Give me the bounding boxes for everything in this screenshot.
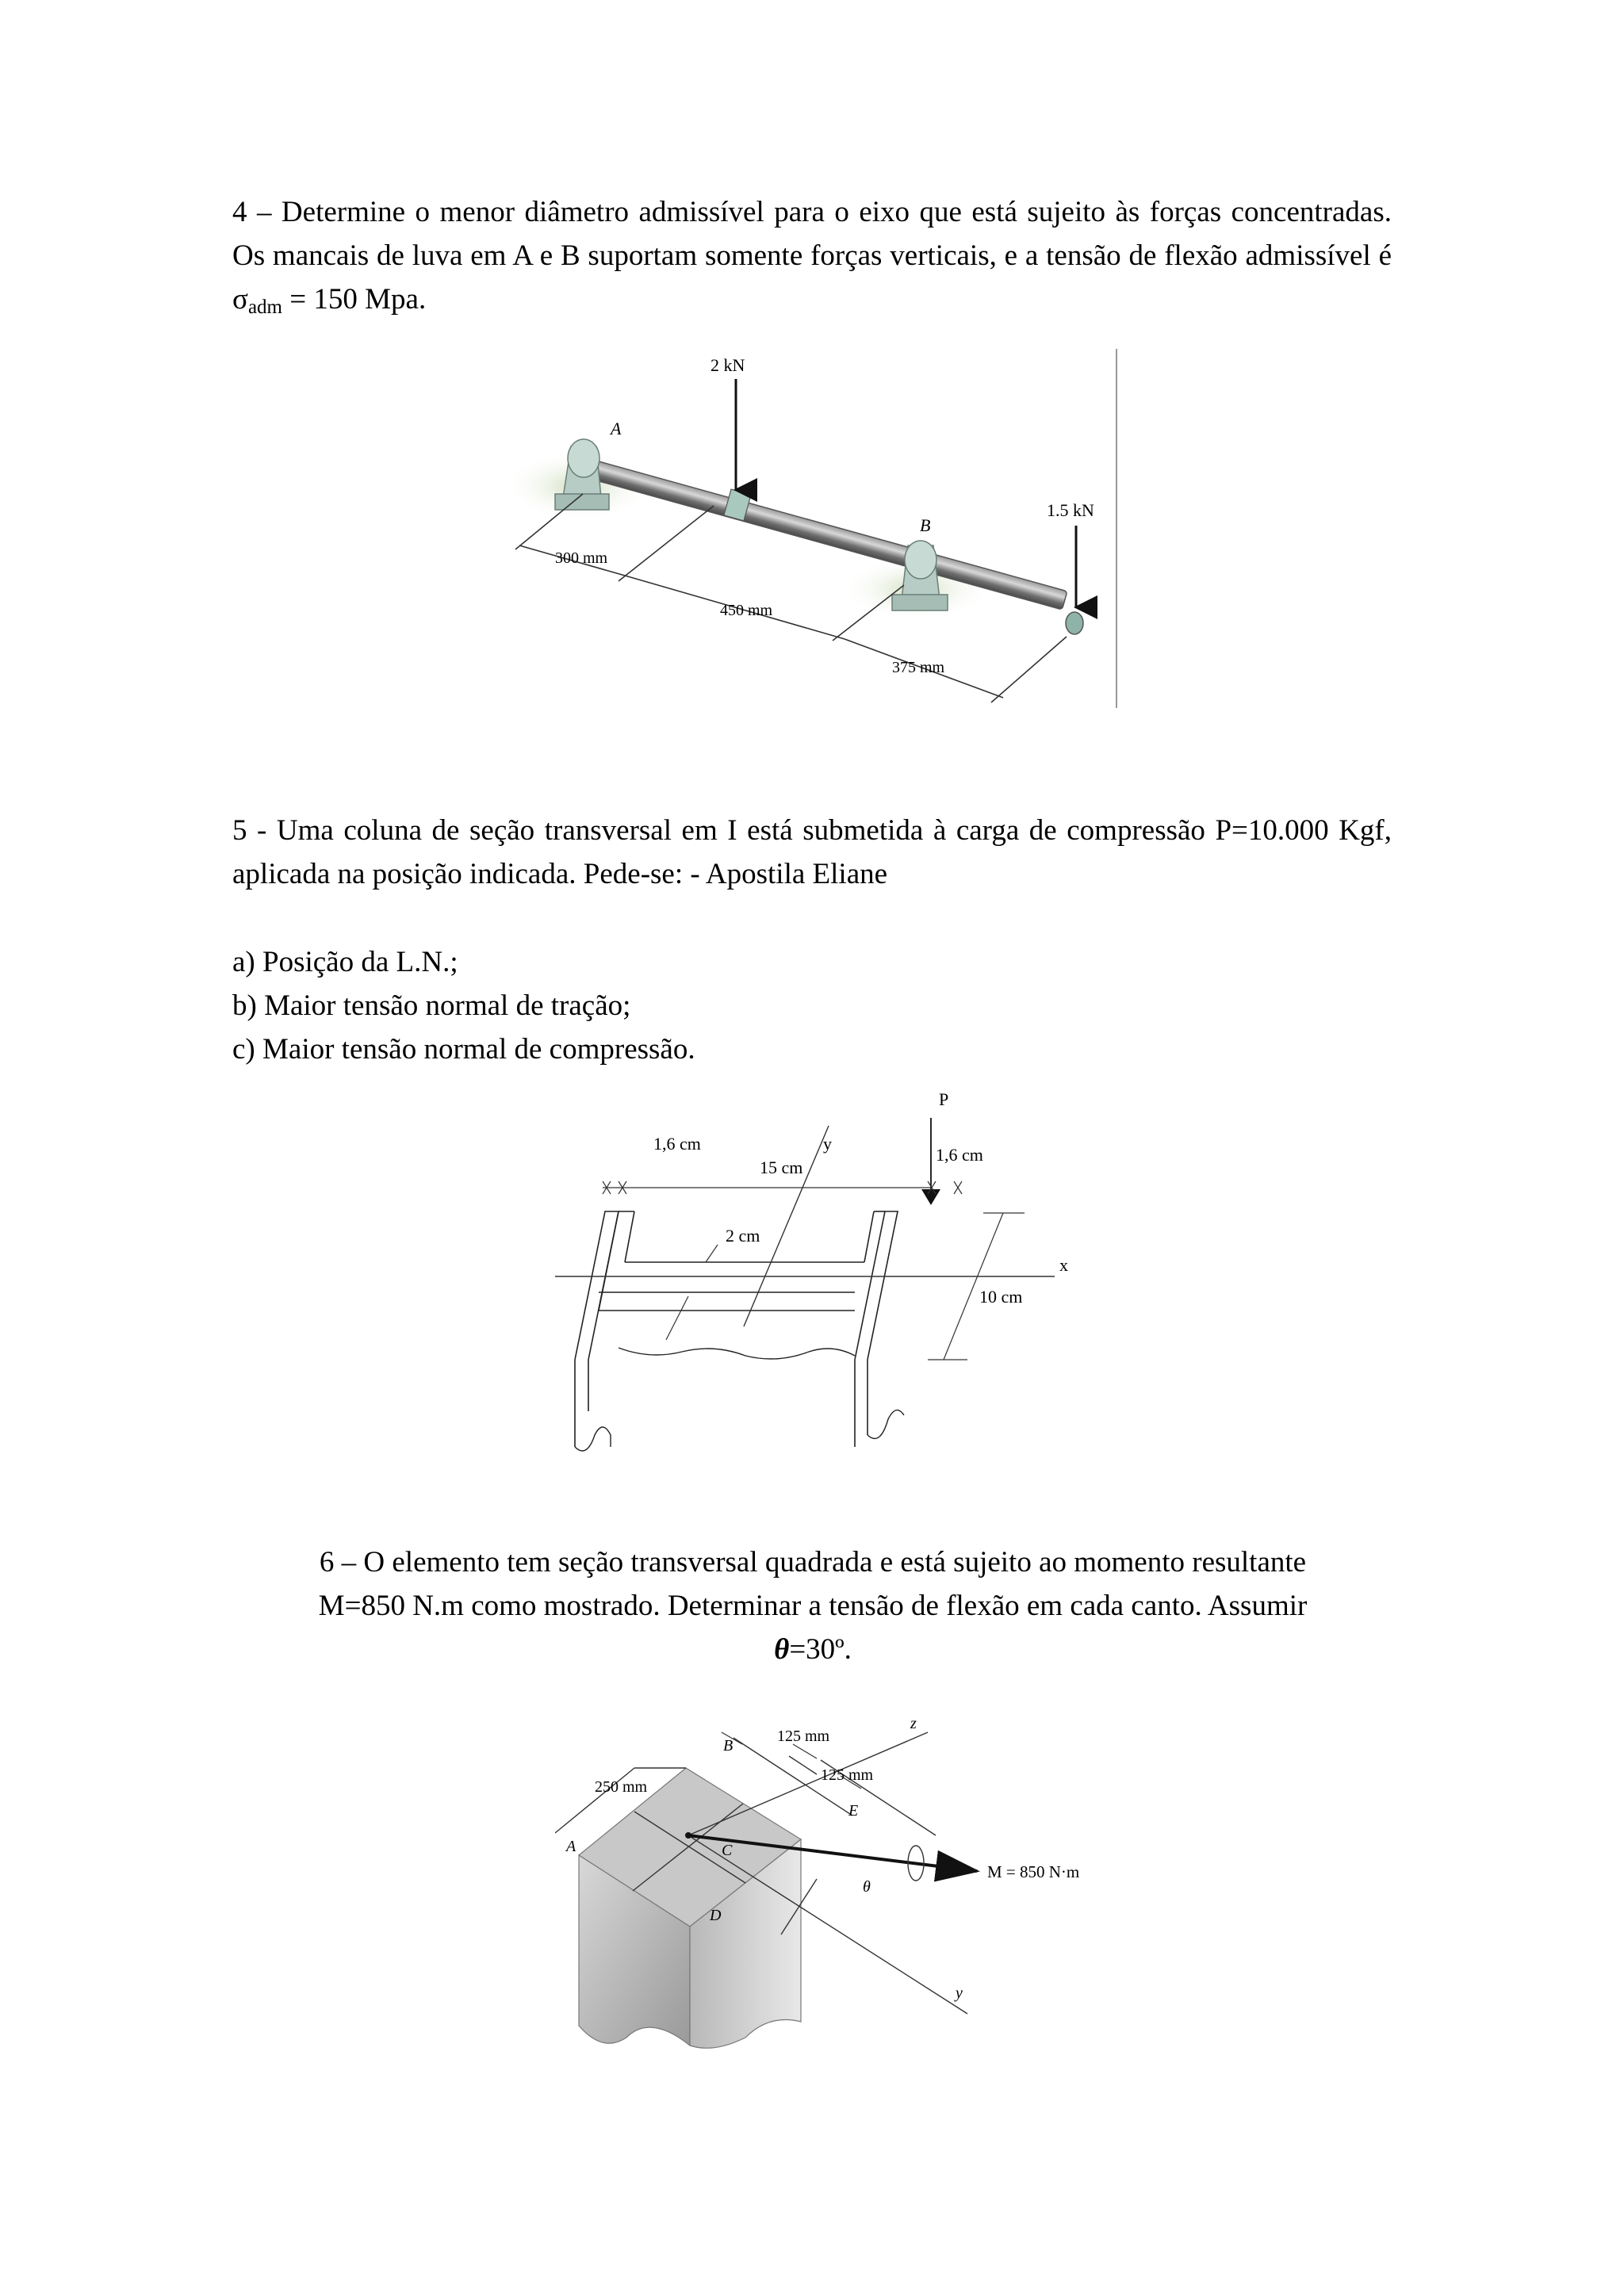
i-section-diagram (555, 1086, 1094, 1459)
corner-c: C (722, 1842, 733, 1859)
square-element-diagram (555, 1712, 1110, 2053)
dim-375: 375 mm (892, 659, 945, 676)
sigma-subscript: adm (247, 297, 282, 318)
axis-y: y (956, 1984, 963, 2002)
question-4-text (232, 190, 1392, 329)
theta-value: =30º. (789, 1633, 852, 1666)
theta-angle: θ (863, 1878, 871, 1896)
item-b: b) Maior tensão normal de tração; (232, 989, 631, 1022)
width-label: 15 cm (760, 1158, 803, 1177)
point-c (685, 1832, 691, 1839)
square-element-figure (555, 1712, 1110, 2053)
axis-z: z (910, 1715, 917, 1732)
web-label: 2 cm (726, 1226, 760, 1246)
corner-b: B (723, 1737, 733, 1755)
corner-a: A (566, 1838, 576, 1855)
q4-text: 4 – Determine o menor diâmetro admissível para o eixo que está sujeito às forças concentradas. Os mancais de luva em A e B suportam somente forças verticais, e a tensão de flexão admissível é σ (232, 196, 1392, 316)
question-6-line1: 6 – O elemento tem seção transversal quadrada e está sujeito ao momento resultante (319, 1546, 1307, 1578)
corner-e: E (848, 1802, 859, 1820)
shaft-diagram (508, 347, 1126, 712)
x-label: x (1059, 1255, 1068, 1275)
label-a: A (611, 419, 622, 438)
shaft-figure (508, 347, 1126, 712)
force-2kn-label: 2 kN (710, 355, 745, 375)
item-a: a) Posição da L.N.; (232, 946, 458, 978)
shaft-end (1066, 612, 1083, 634)
dim-125-a: 125 mm (777, 1728, 830, 1745)
question-6-line2: M=850 N.m como mostrado. Determinar a tensão de flexão em cada canto. Assumir (318, 1590, 1308, 1622)
q4-text-end: = 150 Mpa. (282, 283, 427, 316)
dim-300: 300 mm (555, 549, 608, 567)
dim-125-b: 125 mm (821, 1766, 874, 1784)
item-c: c) Maior tensão normal de compressão. (232, 1033, 695, 1066)
flange-left-label: 1,6 cm (653, 1134, 701, 1154)
depth-label: 10 cm (979, 1287, 1023, 1307)
corner-d: D (710, 1907, 722, 1924)
moment-label: M = 850 N·m (987, 1862, 1080, 1881)
dim-250: 250 mm (595, 1778, 648, 1796)
question-5-text: 5 - Uma coluna de seção transversal em I está submetida à carga de compressão P=10.000 Kgf, aplicada na posição indicada. Pede-se: - Apostila Eliane (232, 814, 1392, 890)
y-label: y (823, 1134, 832, 1154)
label-b: B (920, 515, 931, 535)
i-section-figure (555, 1086, 1094, 1459)
dim-450: 450 mm (720, 602, 773, 619)
force-15kn-label: 1.5 kN (1047, 500, 1094, 520)
theta-symbol: θ (774, 1633, 790, 1666)
p-label: P (939, 1089, 949, 1109)
flange-right-label: 1,6 cm (936, 1145, 983, 1165)
question-6-line3 (238, 1628, 1388, 1671)
